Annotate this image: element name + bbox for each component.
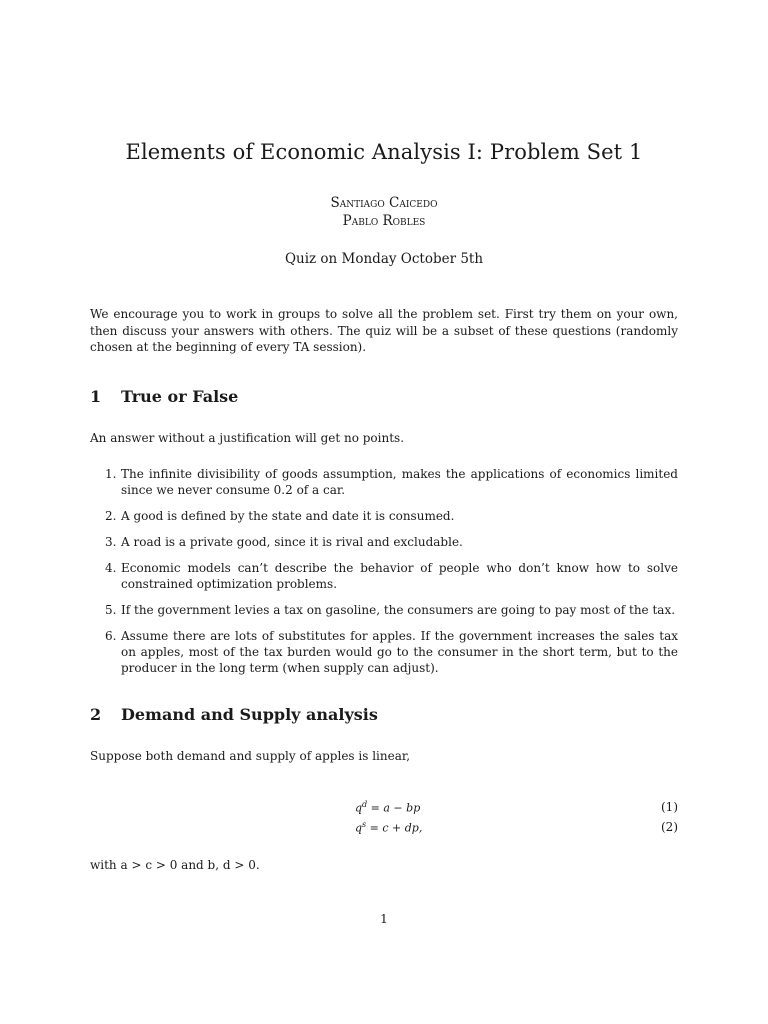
quiz-date: Quiz on Monday October 5th <box>284 251 484 267</box>
document-title: Elements of Economic Analysis I: Problem Set 1 <box>125 140 643 164</box>
intro-paragraph: We encourage you to work in groups to solve all the problem set. First try them on your own, then discuss your answers with others. The quiz will be a subset of these questions (randomly chosen at the beginning of every TA session). <box>90 307 678 354</box>
true-false-list <box>90 466 678 686</box>
section-2-note: Suppose both demand and supply of apples is linear, <box>90 749 411 763</box>
equation-2 <box>90 820 678 838</box>
list-item: 3. A road is a private good, since it is rival and excludable. <box>105 535 463 549</box>
list-item: 4. Economic models can’t describe the behavior of people who don’t know how to solve constrained optimization problems. <box>105 561 678 591</box>
section-title: True or False <box>121 387 239 406</box>
equation-expression: $q^s = c$ + dp, <box>355 820 423 835</box>
equation-expression: $q^d = a$ − bp <box>355 800 421 815</box>
section-title: Demand and Supply analysis <box>121 705 378 724</box>
section-1-note: An answer without a justification will get no points. <box>90 431 405 445</box>
equation-number: (2) <box>661 820 678 834</box>
list-item: 1. The infinite divisibility of goods assumption, makes the applications of economics limited since we never consume 0.2 of a car. <box>105 467 678 497</box>
author-2: Pablo Robles <box>342 213 426 229</box>
list-item: 5. If the government levies a tax on gasoline, the consumers are going to pay most of the tax. <box>105 603 676 617</box>
equation-1 <box>90 800 678 818</box>
list-item: 2. A good is defined by the state and date it is consumed. <box>105 509 455 523</box>
equation-number: (1) <box>661 800 678 814</box>
section-number: 2 <box>90 705 102 724</box>
list-item: 6. Assume there are lots of substitutes for apples. If the government increases the sales tax on apples, most of the tax burden would go to the consumer in the short term, but to the producer in the long term (when supply can adjust). <box>105 629 678 675</box>
page-number: 1 <box>380 912 388 926</box>
equation-condition: with a > c > 0 and b, d > 0. <box>90 858 260 872</box>
authors <box>0 194 768 230</box>
section-2-heading <box>90 705 378 724</box>
section-1-heading <box>90 387 238 406</box>
section-number: 1 <box>90 387 102 406</box>
author-1: Santiago Caicedo <box>330 195 438 211</box>
